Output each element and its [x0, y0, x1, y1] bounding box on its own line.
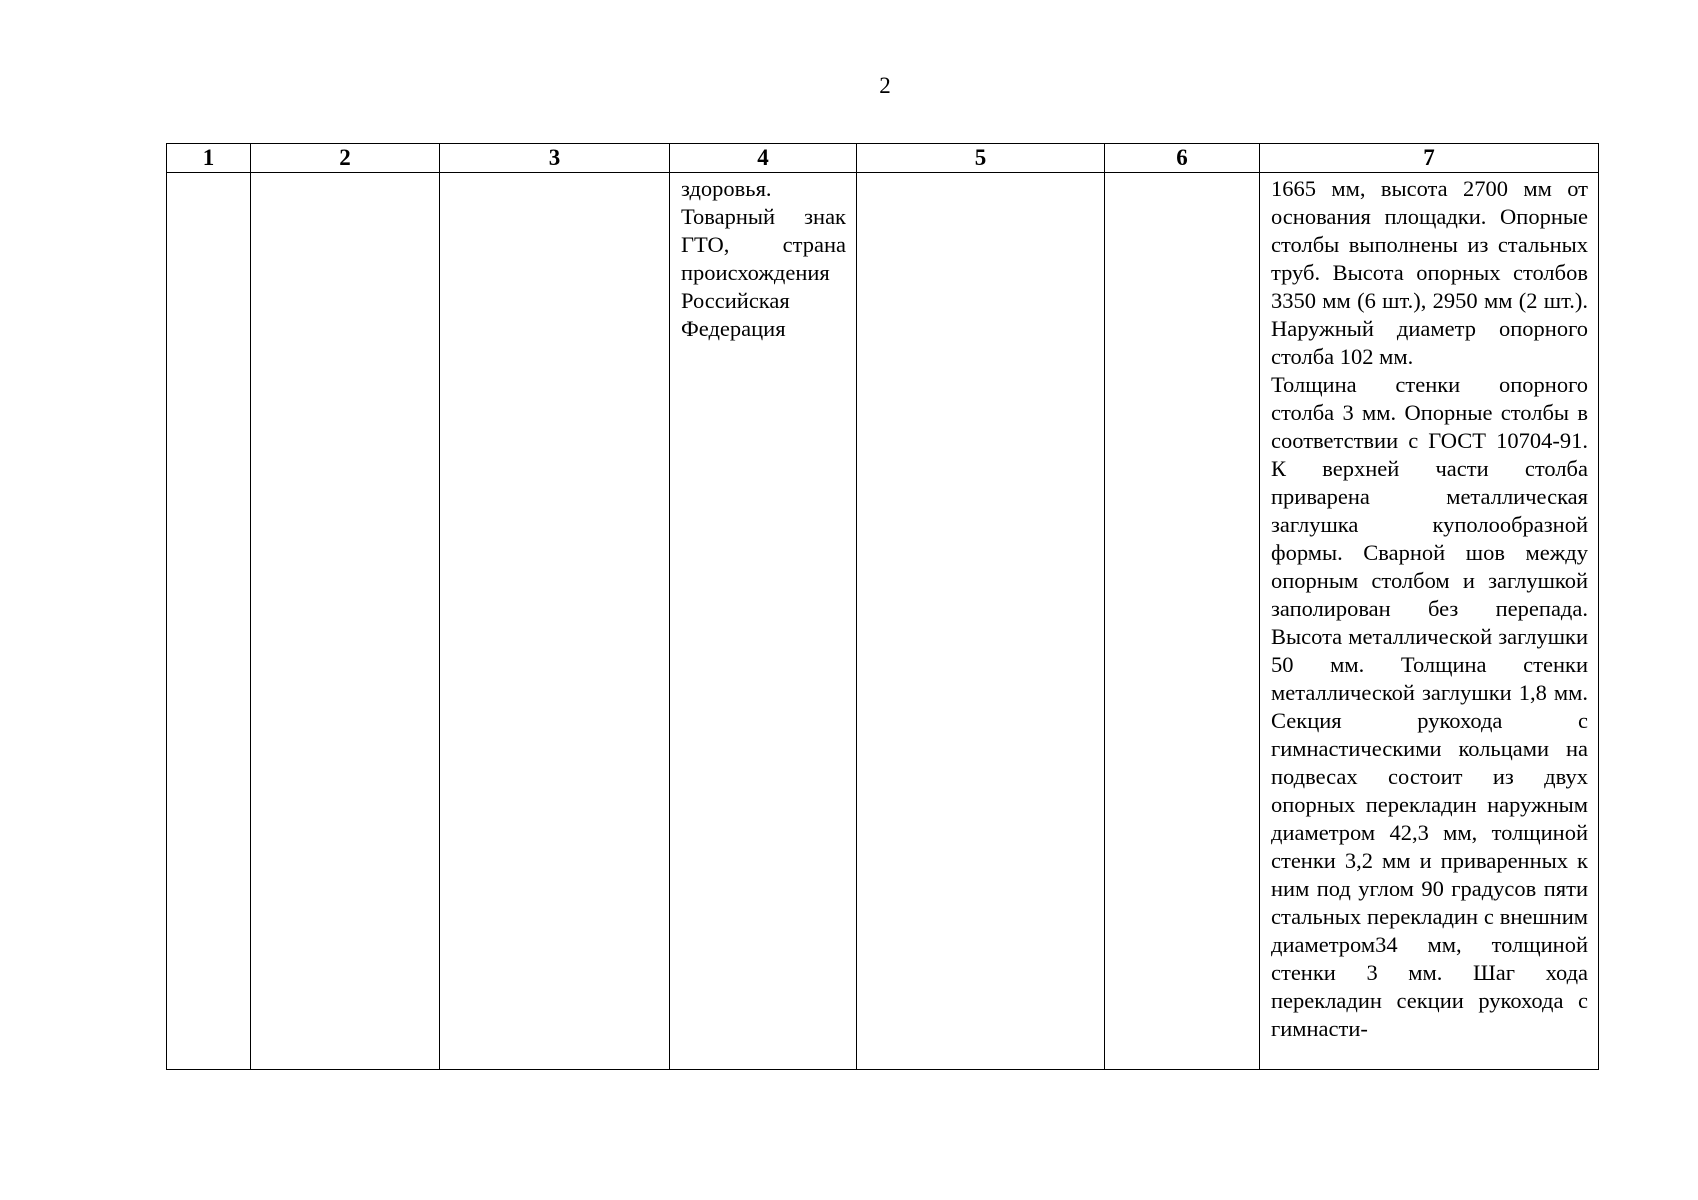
cell-col-5 — [857, 173, 1105, 1070]
table-row — [167, 173, 1599, 1070]
cell-col-1 — [167, 173, 251, 1070]
header-col-1: 1 — [167, 144, 251, 173]
spec-table — [166, 143, 1599, 1070]
table-header — [167, 144, 1599, 173]
page-number: 2 — [879, 73, 891, 98]
cell-col-7-paragraph-1: 1665 мм, высота 2700 мм от основания площадки. Опорные столбы выполнены из стальных труб. Высота опорных столбов 3350 мм (6 шт.), 2950 мм (2 шт.). Наружный диаметр опорного столба 102 мм. — [1271, 176, 1588, 369]
header-row — [167, 144, 1599, 173]
cell-col-4-text: здоровья. Товарный знак ГТО, страна происхождения Российская Федерация — [681, 176, 846, 341]
cell-col-2 — [251, 173, 440, 1070]
cell-col-3 — [440, 173, 670, 1070]
cell-col-7-text — [1260, 173, 1598, 1043]
header-col-5: 5 — [857, 144, 1105, 173]
cell-col-7-paragraph-2: Толщина стенки опорного столба 3 мм. Опорные столбы в соответствии с ГОСТ 10704-91. К верхней части столба приварена металлическая заглушка куполообразной формы. Сварной шов между опорным столбом и заглушкой заполирован без перепада. Высота металлической заглушки 50 мм. Толщина стенки металлической заглушки 1,8 мм. Секция рукохода с гимнастическими кольцами на подвесах состоит из двух опорных перекладин наружным диаметром 42,3 мм, толщиной стенки 3,2 мм и приваренных к ним под углом 90 градусов пяти стальных перекладин с внешним диаметром34 мм, толщиной стенки 3 мм. Шаг хода перекладин секции рукохода с гимнасти- — [1271, 372, 1588, 1041]
cell-col-7 — [1260, 173, 1599, 1070]
cell-col-4 — [670, 173, 857, 1070]
header-col-7: 7 — [1260, 144, 1599, 173]
header-col-6: 6 — [1105, 144, 1260, 173]
cell-col-6 — [1105, 173, 1260, 1070]
header-col-2: 2 — [251, 144, 440, 173]
header-col-3: 3 — [440, 144, 670, 173]
header-col-4: 4 — [670, 144, 857, 173]
